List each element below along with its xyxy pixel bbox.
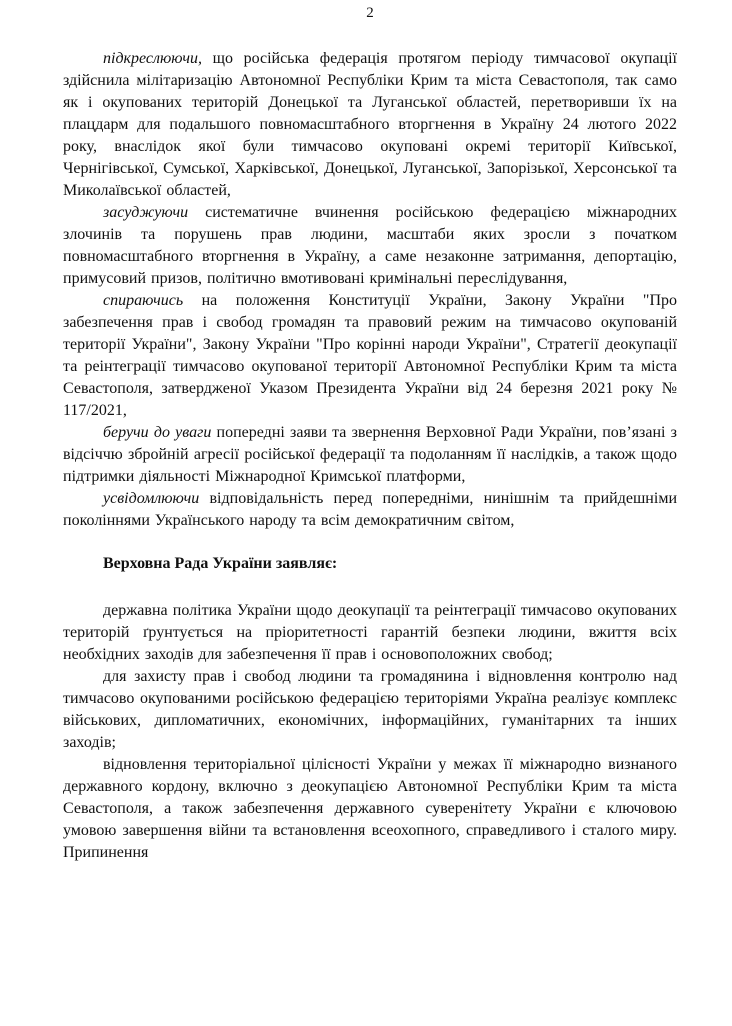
statement-paragraph-state-policy: державна політика України щодо деокупації та реінтеграції тимчасово окупованих територій ґрунтується на пріоритетності гарантій безпеки людини, вжиття всіх необхідних заходів для забезпечення її прав і основоположних свобод; [63,602,677,663]
page-number: 2 [366,5,374,21]
preamble-paragraph-condemning [63,202,677,290]
paragraph-text: систематичне вчинення російською федерацією міжнародних злочинів та порушень прав людини, масштаби яких зросли з початком повномасштабного вторгнення в Україну, а саме незаконне затримання, депортацію, примусовий призов, політично вмотивовані кримінальні переслідування, [63,204,677,287]
preamble-paragraph-underlining [63,48,677,202]
lead-word-italic: підкреслюючи, [103,50,202,67]
paragraph-text: на положення Конституції України, Закону України "Про забезпечення прав і свобод громадян та правовий режим на тимчасово окупованій території України", Закону України "Про корінні народи України", Стратегії деокупації та реінтеграції тимчасово окупованої території Автономної Республіки Крим та міста Севастополя, затвердженої Указом Президента України від 24 березня 2021 року № 117/2021, [63,292,677,419]
preamble-paragraph-taking-into-account [63,422,677,488]
declaration-heading: Верховна Рада України заявляє: [103,555,338,572]
lead-word-italic: спираючись [103,292,184,309]
preamble-paragraph-relying [63,290,677,422]
paragraph-text: відповідальність перед попередніми, нинішнім та прийдешніми поколіннями Українського народу та всім демократичним світом, [63,490,677,529]
lead-word-italic: засуджуючи [103,204,189,221]
lead-word-italic: беручи до уваги [103,424,212,441]
preamble-paragraph-realizing [63,488,677,532]
statement-paragraph-territorial-integrity: відновлення територіальної цілісності України у межах її міжнародно визнаного державного кордону, включно з деокупацією Автономної Республіки Крим та міста Севастополя, а також забезпечення державного суверенітету України є ключовою умовою завершення війни та встановлення всеохопного, справедливого і сталого миру. Припинення [63,756,677,861]
paragraph-text: що російська федерація протягом періоду тимчасової окупації здійснила мілітаризацію Автономної Республіки Крим та міста Севастополя, так само як і окупованих територій Донецької та Луганської областей, перетворивши їх на плацдарм для подальшого повномасштабного вторгнення в Україну 24 лютого 2022 року, внаслідок якої були тимчасово окуповані окремі території Київської, Чернігівської, Сумської, Харківської, Донецької, Луганської, Запорізької, Херсонської та Миколаївської областей, [63,50,677,199]
lead-word-italic: усвідомлюючи [103,490,200,507]
paragraph-text: попередні заяви та звернення Верховної Ради України, пов’язані з відсіччю збройній агресії російської федерації та подоланням її наслідків, а також щодо підтримки діяльності Міжнародної Кримської платформи, [63,424,677,485]
statement-paragraph-protection-measures: для захисту прав і свобод людини та громадянина і відновлення контролю над тимчасово окупованими російською федерацією територіями Україна реалізує комплекс військових, дипломатичних, економічних, інформаційних, гуманітарних та інших заходів; [63,668,677,751]
